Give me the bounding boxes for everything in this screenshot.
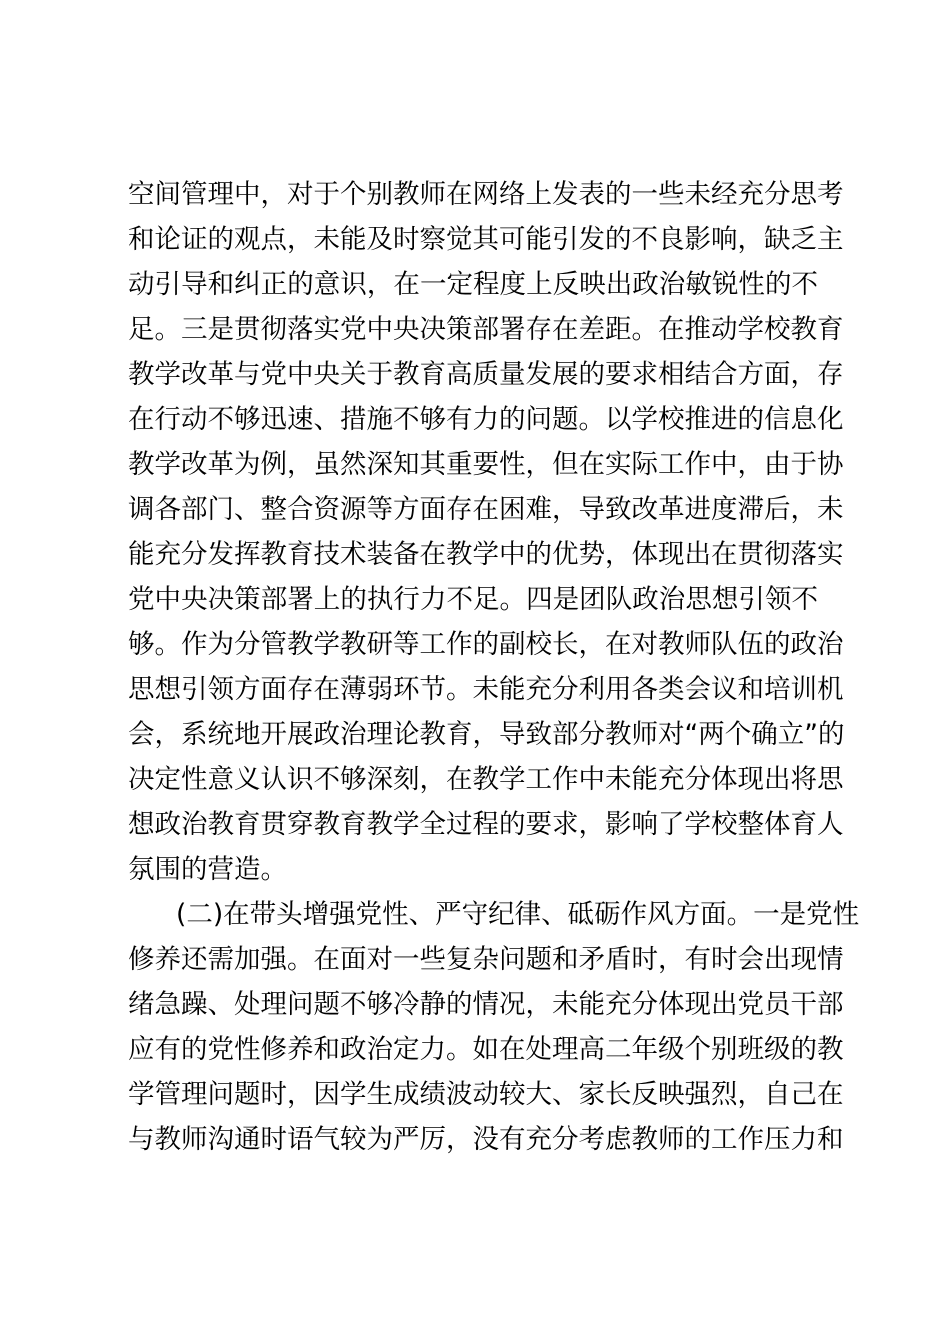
text-line: 足。三是贯彻落实党中央决策部署存在差距。在推动学校教育 bbox=[128, 314, 844, 345]
text-line: 修养还需加强。在面对一些复杂问题和矛盾时，有时会出现情 bbox=[128, 944, 844, 975]
text-line: 应有的党性修养和政治定力。如在处理高二年级个别班级的教 bbox=[128, 1034, 844, 1065]
text-line: 想政治教育贯穿教育教学全过程的要求，影响了学校整体育人 bbox=[128, 809, 844, 840]
text-line: 在行动不够迅速、措施不够有力的问题。以学校推进的信息化 bbox=[128, 404, 844, 435]
text-line: 够。作为分管教学教研等工作的副校长，在对教师队伍的政治 bbox=[128, 629, 844, 660]
text-line: 和论证的观点，未能及时察觉其可能引发的不良影响，缺乏主 bbox=[128, 224, 844, 255]
text-line: 教学改革与党中央关于教育高质量发展的要求相结合方面，存 bbox=[128, 359, 844, 390]
body-text bbox=[128, 172, 860, 1162]
section-heading-line: (二)在带头增强党性、严守纪律、砥砺作风方面。一是党性 bbox=[176, 899, 860, 930]
text-line: 空间管理中，对于个别教师在网络上发表的一些未经充分思考 bbox=[128, 179, 844, 210]
text-line: 调各部门、整合资源等方面存在困难，导致改革进度滞后，未 bbox=[128, 494, 844, 525]
text-line: 学管理问题时，因学生成绩波动较大、家长反映强烈，自己在 bbox=[128, 1079, 844, 1110]
text-line: 会，系统地开展政治理论教育，导致部分教师对“两个确立”的 bbox=[128, 719, 845, 750]
text-line: 教学改革为例，虽然深知其重要性，但在实际工作中，由于协 bbox=[128, 449, 844, 480]
text-line: 与教师沟通时语气较为严厉，没有充分考虑教师的工作压力和 bbox=[128, 1124, 844, 1155]
text-line: 思想引领方面存在薄弱环节。未能充分利用各类会议和培训机 bbox=[128, 674, 844, 705]
paragraph-end-line: 氛围的营造。 bbox=[128, 854, 287, 885]
text-line: 能充分发挥教育技术装备在教学中的优势，体现出在贯彻落实 bbox=[128, 539, 844, 570]
text-line: 决定性意义认识不够深刻，在教学工作中未能充分体现出将思 bbox=[128, 764, 844, 795]
text-line: 党中央决策部署上的执行力不足。四是团队政治思想引领不 bbox=[128, 584, 818, 615]
text-line: 绪急躁、处理问题不够冷静的情况，未能充分体现出党员干部 bbox=[128, 989, 844, 1020]
text-line: 动引导和纠正的意识，在一定程度上反映出政治敏锐性的不 bbox=[128, 269, 818, 300]
